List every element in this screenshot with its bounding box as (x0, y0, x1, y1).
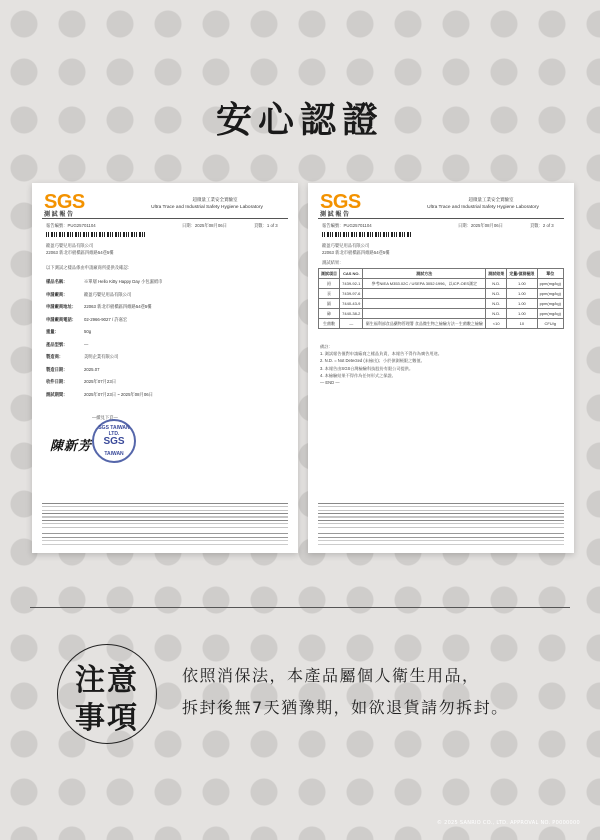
barcode (46, 232, 146, 237)
table-cell: ppm(mg/kg) (537, 289, 563, 299)
table-cell: 7439-97-6 (340, 289, 363, 299)
field-label: 申請廠商地址： (46, 304, 77, 309)
table-cell: <10 (486, 319, 507, 329)
table-cell: 參考NIEA M353.02C / USEPA 3052:1996，以ICP-OES測定 (363, 279, 486, 289)
page-count: 頁數：1 of 3 (254, 223, 278, 228)
copyright: © 2025 SANRIO CO., LTD. APPROVAL NO. P0000000 (436, 820, 580, 826)
note-line: 備註： (320, 344, 333, 349)
lab-name-zh: 超微量工業安全實驗室 (468, 197, 514, 202)
report-field (46, 329, 91, 335)
report-field (46, 317, 127, 323)
note-line: 3. 本報告由SGS台灣檢驗科技股份有限公司提供。 (320, 365, 414, 371)
sgs-logo: SGS (320, 191, 361, 213)
report-field (46, 304, 152, 310)
field-value: 歐盈巧嬰兒用品有限公司 (84, 291, 132, 297)
report-field (46, 292, 131, 298)
table-header-cell: CAS NO. (340, 269, 363, 279)
barcode (322, 232, 412, 237)
sgs-stamp: SGS TAIWAN LTD. SGS TAIWAN (92, 419, 136, 463)
table-row (319, 289, 564, 299)
legal-fineprint (318, 503, 564, 529)
sgs-logo: SGS (44, 191, 85, 213)
field-label: 申請廠商： (46, 291, 68, 297)
report-title: 測 試 報 告 (44, 212, 74, 218)
table-cell: N.D. (486, 279, 507, 289)
report-number: 報告編號：PUG25701104 (46, 223, 96, 228)
report-field (46, 379, 116, 385)
table-row (319, 319, 564, 329)
footer-fineprint (318, 537, 564, 547)
table-cell: 衛生福利部食品藥物管理署 食品微生物之檢驗方法－生菌數之檢驗 (363, 319, 486, 329)
note-line: 1. 測試報告僅對申請廠商之樣品負責，本報告不得作為廣告用途。 (320, 351, 442, 357)
page-count: 頁數：2 of 3 (530, 223, 554, 228)
table-cell: 鉛 (319, 279, 340, 289)
report-date: 日期：2025年08月06日 (458, 223, 503, 228)
table-cell: 生菌數 (319, 319, 340, 329)
table-cell: 10 (507, 319, 537, 329)
notice-line-2: 拆封後無7天猶豫期，如欲退貨請勿拆封。 (182, 698, 509, 717)
field-value: 22063 新北市板橋區四維路54巷5樓 (84, 304, 152, 309)
field-label: 製造商： (46, 354, 64, 359)
results-table (318, 268, 564, 329)
field-label: 測試期間： (46, 391, 68, 397)
field-label: 收件日期： (46, 379, 68, 384)
table-header-cell: 測試結果 (486, 269, 507, 279)
table-cell: 7440-43-9 (340, 299, 363, 309)
table-cell: ppm(mg/kg) (537, 279, 563, 289)
table-cell: 7440-38-2 (340, 309, 363, 319)
field-label: 樣品名稱： (46, 279, 68, 284)
client-address: 22063 新北市板橋區四維路54巷5樓 (322, 250, 390, 255)
notice-text (182, 660, 509, 724)
table-cell (363, 299, 486, 309)
client-address: 22063 新北市板橋區四維路54巷5樓 (46, 250, 114, 255)
signature: 陳新芳 (50, 439, 93, 454)
lab-name-en: Ultra Trace and Industrial Safety Hygiene Laboratory (427, 205, 539, 210)
field-value: 50g (84, 329, 92, 334)
field-label: 重量： (46, 329, 59, 334)
table-cell: 7439-92-1 (340, 279, 363, 289)
test-report-page-2 (308, 183, 574, 553)
table-header-cell: 測試項目 (319, 269, 340, 279)
table-cell: ppm(mg/kg) (537, 299, 563, 309)
field-value: ※單層 Hello Kitty Happy Day 小包濕紙巾 (84, 279, 163, 284)
table-header (319, 269, 564, 279)
table-cell: N.D. (486, 299, 507, 309)
field-value: 02-2966-9027 / 許嘉宏 (84, 316, 128, 322)
legal-fineprint (42, 503, 288, 529)
field-label: 申請廠商電話： (46, 316, 77, 322)
report-title: 測 試 報 告 (320, 212, 350, 218)
table-cell: 1.00 (507, 289, 537, 299)
note-line: 2. N.D. = Not Detected (未檢出)；小於偵測極限之數值。 (320, 358, 425, 364)
field-value: 2025年07月23日 ~ 2025年08月06日 (84, 391, 153, 397)
footer-line (42, 533, 288, 534)
report-field (46, 367, 100, 373)
section-divider (30, 607, 570, 608)
table-cell: 1.00 (507, 309, 537, 319)
lab-name-zh: 超微量工業安全實驗室 (192, 197, 238, 202)
divider-line (42, 218, 288, 219)
report-date: 日期：2025年08月06日 (182, 223, 227, 228)
table-cell: — (340, 319, 363, 329)
client-name: 歐盈巧嬰兒用品有限公司 (322, 243, 370, 248)
report-number: 報告編號：PUG25701104 (322, 223, 372, 228)
page-heading: 安心認證 (215, 100, 384, 141)
table-cell: CFU/g (537, 319, 563, 329)
table-cell: ppm(mg/kg) (537, 309, 563, 319)
divider-line (318, 218, 564, 219)
table-header-cell: 測試方法 (363, 269, 486, 279)
table-cell (363, 309, 486, 319)
report-field (46, 279, 163, 285)
table-cell: 汞 (319, 289, 340, 299)
continued-note: —續見下頁— (92, 415, 118, 420)
notice-badge-line1: 注意 (75, 663, 139, 698)
report-field (46, 392, 153, 398)
field-value: 美明企業有限公司 (84, 354, 119, 359)
test-report-page-1 (32, 183, 298, 553)
table-cell (363, 289, 486, 299)
report-field (46, 354, 118, 360)
footer-line (318, 533, 564, 534)
note-line: — END — (320, 380, 340, 386)
notice-line-1: 依照消保法，本產品屬個人衛生用品， (182, 666, 480, 685)
footer-fineprint (42, 537, 288, 547)
table-header-cell: 定量/偵測極限 (507, 269, 537, 279)
lab-name-en: Ultra Trace and Industrial Safety Hygiene Laboratory (151, 205, 263, 210)
note-line: 4. 本檢驗結果不得作為任何形式之保證。 (320, 372, 396, 378)
table-row (319, 299, 564, 309)
table-header-cell: 單位 (537, 269, 563, 279)
field-value: 2025年07月23日 (84, 379, 117, 384)
client-name: 歐盈巧嬰兒用品有限公司 (46, 243, 94, 248)
notice-badge (57, 644, 157, 744)
table-cell: 1.00 (507, 279, 537, 289)
report-field (46, 342, 88, 348)
field-label: 製造日期： (46, 366, 68, 372)
results-section-label: 測試結果： (322, 260, 344, 265)
table-cell: 砷 (319, 309, 340, 319)
table-cell: N.D. (486, 289, 507, 299)
report-intro: 以下測試之樣品係由申請廠商所提供及確認： (46, 265, 132, 270)
notice-badge-line2: 事項 (75, 701, 139, 736)
field-label: 產品型號： (46, 341, 68, 347)
field-value: — (84, 341, 89, 347)
table-cell: 鎘 (319, 299, 340, 309)
table-row (319, 309, 564, 319)
table-body (319, 279, 564, 329)
table-cell: N.D. (486, 309, 507, 319)
report-notes (320, 343, 562, 386)
table-row (319, 279, 564, 289)
field-value: 2025.07 (84, 366, 100, 372)
table-cell: 1.00 (507, 299, 537, 309)
